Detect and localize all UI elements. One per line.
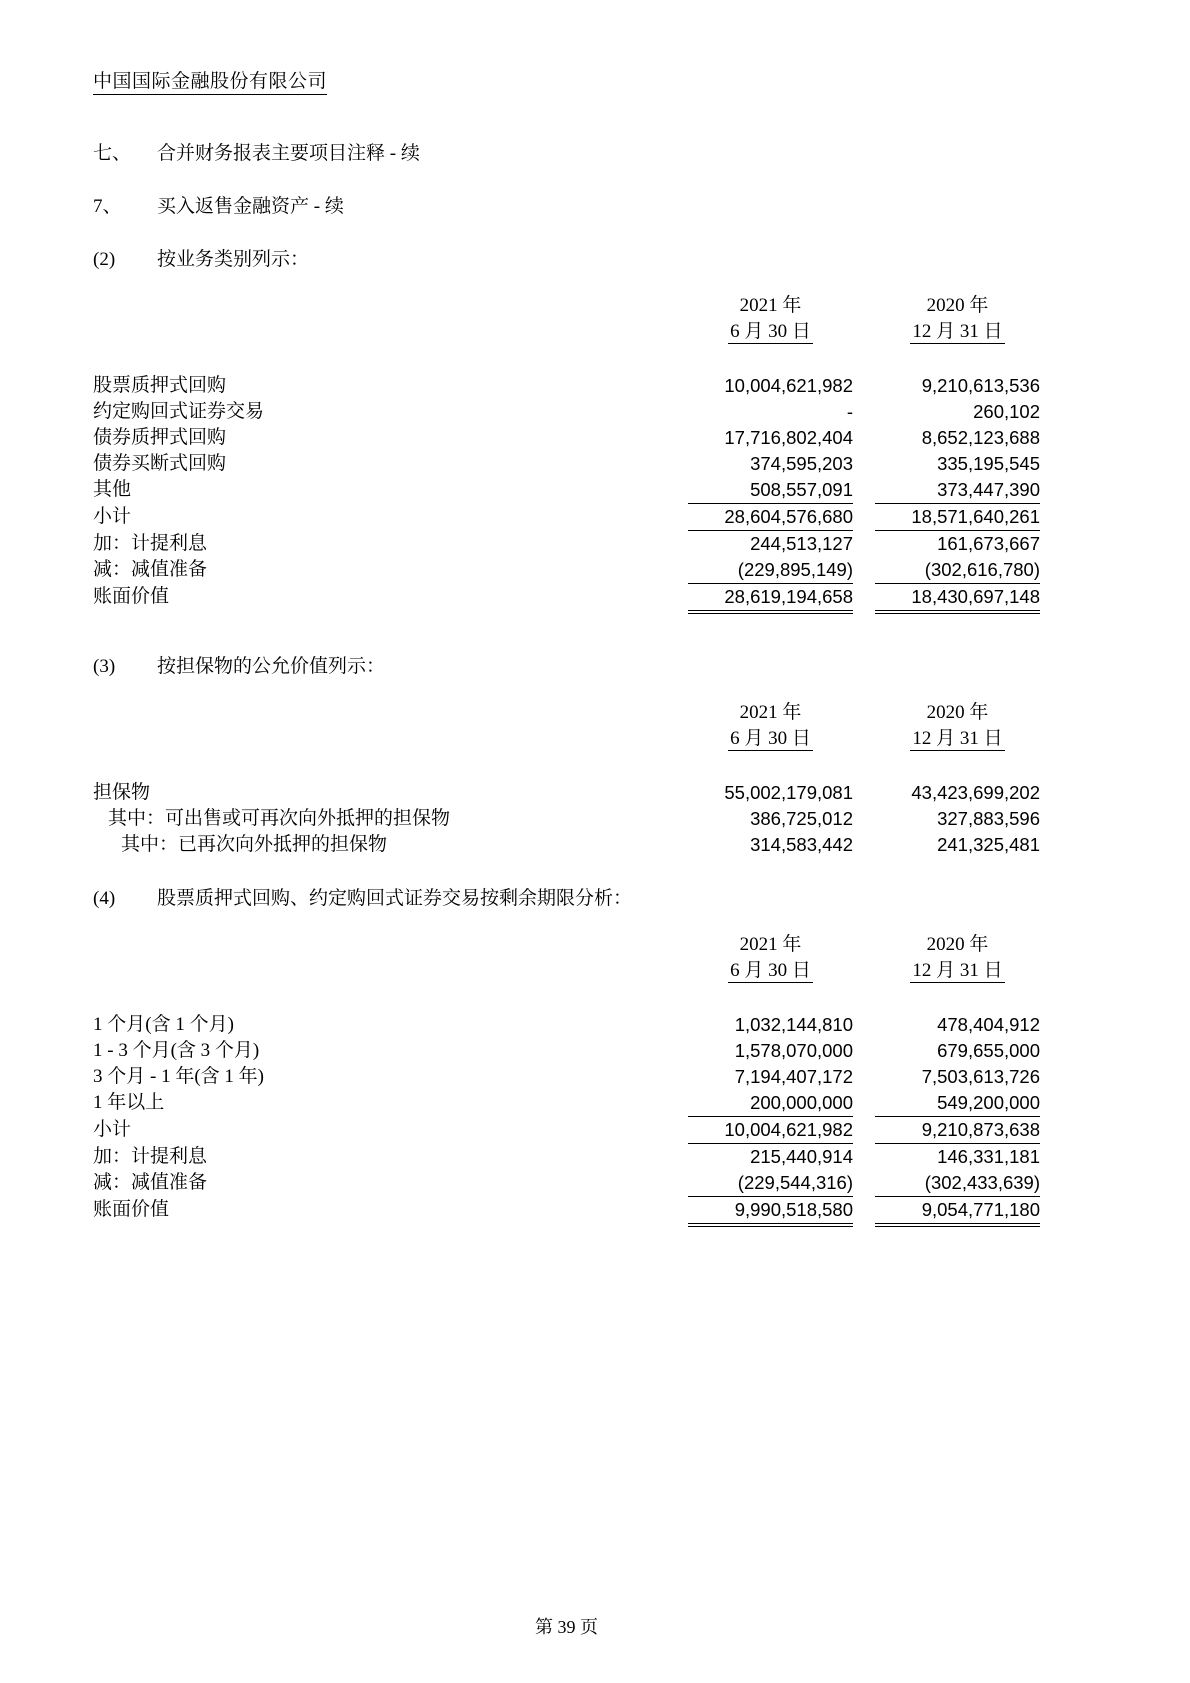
company-name: 中国国际金融股份有限公司 [93, 66, 327, 95]
row-gap [853, 557, 875, 584]
row-value-2021-06-30: 314,583,442 [750, 834, 853, 855]
row-label: 加：计提利息 [93, 1146, 208, 1167]
table-row [93, 1197, 1040, 1227]
row-gap [853, 1090, 875, 1117]
column-2020-year-label: 2020 年 [926, 702, 989, 723]
row-value-2020-12-31: 335,195,545 [937, 453, 1040, 474]
row-value-2020-12-31: 679,655,000 [937, 1040, 1040, 1061]
column-2020-date-label-wrap [875, 958, 1040, 984]
row-value-2020-12-31: 9,054,771,180 [875, 1197, 1040, 1227]
row-value-2021-06-30: (229,895,149) [688, 557, 853, 584]
table-column-headers [93, 932, 1040, 984]
table-column-headers [93, 700, 1040, 752]
row-value-2021-06-30: (229,544,316) [688, 1170, 853, 1197]
row-gap [853, 373, 875, 399]
row-label: 股票质押式回购 [93, 375, 227, 396]
column-gap [853, 700, 875, 752]
row-gap [853, 504, 875, 531]
row-value-2021-06-30: 55,002,179,081 [724, 782, 853, 803]
row-value-2021-06-30: 10,004,621,982 [724, 375, 853, 396]
row-value-2020-12-31: (302,616,780) [875, 557, 1040, 584]
column-2020-header [875, 293, 1040, 345]
row-value-2020-12-31: (302,433,639) [875, 1170, 1040, 1197]
row-gap [853, 1170, 875, 1197]
row-value-2021-06-30: 374,595,203 [750, 453, 853, 474]
row-gap [853, 832, 875, 858]
company-name-line [93, 66, 1040, 95]
row-label: 加：计提利息 [93, 533, 208, 554]
column-2020-date-label: 12 月 31 日 [912, 960, 1003, 981]
table-row [93, 1012, 1040, 1038]
row-gap [853, 1038, 875, 1064]
row-label: 债券质押式回购 [93, 427, 227, 448]
row-value-2020-12-31: 161,673,667 [937, 533, 1040, 554]
section-heading [93, 654, 1040, 680]
section-by-collateral-fair-value [93, 654, 1040, 858]
row-value-2021-06-30: 386,725,012 [750, 808, 853, 829]
row-value-2021-06-30: 17,716,802,404 [724, 427, 853, 448]
row-gap [853, 451, 875, 477]
subsection-heading [93, 194, 1040, 220]
subsection-title: 买入返售金融资产 - 续 [157, 196, 344, 217]
table-column-headers [93, 293, 1040, 345]
column-2020-header [875, 932, 1040, 984]
table-row [93, 373, 1040, 399]
table-row [93, 425, 1040, 451]
row-label: 减：减值准备 [93, 559, 208, 580]
column-2021-date-label-wrap [688, 958, 853, 984]
column-gap [853, 932, 875, 984]
table-row [93, 451, 1040, 477]
row-value-2021-06-30: 28,604,576,680 [688, 504, 853, 531]
row-gap [853, 780, 875, 806]
row-label: 3 个月 - 1 年(含 1 年) [93, 1066, 264, 1087]
table-row [93, 584, 1040, 614]
row-value-2021-06-30: 7,194,407,172 [734, 1066, 853, 1087]
section-by-business-type [93, 247, 1040, 614]
row-label: 1 个月(含 1 个月) [93, 1014, 234, 1035]
row-value-2021-06-30: 28,619,194,658 [688, 584, 853, 614]
row-label: 其他 [93, 479, 132, 500]
section-title: 股票质押式回购、约定购回式证券交易按剩余期限分析： [157, 888, 633, 909]
business-type-table [93, 293, 1040, 614]
row-value-2020-12-31: 373,447,390 [875, 477, 1040, 504]
row-label: 其中：已再次向外抵押的担保物 [121, 834, 388, 855]
table-row [93, 832, 1040, 858]
table-row [93, 531, 1040, 557]
table-row [93, 780, 1040, 806]
row-value-2021-06-30: 10,004,621,982 [688, 1117, 853, 1144]
row-label: 债券买断式回购 [93, 453, 227, 474]
row-value-2021-06-30: 1,578,070,000 [734, 1040, 853, 1061]
column-2020-year-label: 2020 年 [926, 934, 989, 955]
main-section-number: 七、 [93, 143, 132, 164]
column-2020-date-label: 12 月 31 日 [912, 321, 1003, 342]
row-value-2020-12-31: 241,325,481 [937, 834, 1040, 855]
column-2021-date-label: 6 月 30 日 [730, 728, 811, 749]
column-2021-date-label: 6 月 30 日 [730, 960, 811, 981]
column-2021-date-label: 6 月 30 日 [730, 321, 811, 342]
row-value-2021-06-30: 508,557,091 [688, 477, 853, 504]
column-2020-date-label-wrap [875, 726, 1040, 752]
row-value-2021-06-30: 215,440,914 [750, 1146, 853, 1167]
row-gap [853, 806, 875, 832]
row-label: 小计 [93, 1119, 132, 1140]
section-title: 按业务类别列示： [157, 249, 310, 270]
subsection-number: 7、 [93, 196, 122, 217]
row-value-2021-06-30: - [846, 401, 853, 422]
section-heading [93, 247, 1040, 273]
table-row [93, 1117, 1040, 1144]
table-row [93, 477, 1040, 504]
column-2020-date-label: 12 月 31 日 [912, 728, 1003, 749]
column-2020-date-label-wrap [875, 319, 1040, 345]
row-value-2021-06-30: 9,990,518,580 [688, 1197, 853, 1227]
row-gap [853, 399, 875, 425]
row-gap [853, 425, 875, 451]
table-row [93, 1170, 1040, 1197]
main-section-title: 合并财务报表主要项目注释 - 续 [157, 143, 420, 164]
table-row [93, 806, 1040, 832]
row-label: 账面价值 [93, 1199, 170, 1220]
section-by-remaining-maturity [93, 886, 1040, 1227]
row-value-2021-06-30: 1,032,144,810 [734, 1014, 853, 1035]
row-value-2021-06-30: 200,000,000 [688, 1090, 853, 1117]
row-label: 账面价值 [93, 586, 170, 607]
row-value-2020-12-31: 327,883,596 [937, 808, 1040, 829]
row-label: 其中：可出售或可再次向外抵押的担保物 [108, 808, 451, 829]
section-number: (4) [93, 888, 116, 909]
row-value-2020-12-31: 9,210,613,536 [921, 375, 1040, 396]
column-2021-date-label-wrap [688, 726, 853, 752]
collateral-table [93, 700, 1040, 858]
row-label: 减：减值准备 [93, 1172, 208, 1193]
row-value-2020-12-31: 7,503,613,726 [921, 1066, 1040, 1087]
row-label: 约定购回式证券交易 [93, 401, 265, 422]
table-row [93, 504, 1040, 531]
row-value-2020-12-31: 9,210,873,638 [875, 1117, 1040, 1144]
row-value-2020-12-31: 18,430,697,148 [875, 584, 1040, 614]
row-gap [853, 531, 875, 557]
column-gap [853, 293, 875, 345]
row-value-2020-12-31: 478,404,912 [937, 1014, 1040, 1035]
column-2021-date-label-wrap [688, 319, 853, 345]
row-gap [853, 477, 875, 504]
row-value-2020-12-31: 260,102 [973, 401, 1040, 422]
section-title: 按担保物的公允价值列示： [157, 656, 386, 677]
table-row [93, 1064, 1040, 1090]
table-row [93, 1090, 1040, 1117]
row-label: 1 - 3 个月(含 3 个月) [93, 1040, 260, 1061]
column-2020-header [875, 700, 1040, 752]
row-value-2020-12-31: 549,200,000 [875, 1090, 1040, 1117]
table-row [93, 399, 1040, 425]
column-2021-year-label: 2021 年 [739, 295, 802, 316]
row-label: 1 年以上 [93, 1092, 165, 1113]
row-gap [853, 1117, 875, 1144]
table-row [93, 557, 1040, 584]
column-2021-header [688, 700, 853, 752]
row-gap [853, 1012, 875, 1038]
column-2021-header [688, 932, 853, 984]
table-row [93, 1144, 1040, 1170]
section-number: (2) [93, 249, 116, 270]
row-value-2021-06-30: 244,513,127 [750, 533, 853, 554]
column-2021-header [688, 293, 853, 345]
row-value-2020-12-31: 146,331,181 [937, 1146, 1040, 1167]
row-gap [853, 1197, 875, 1227]
row-gap [853, 584, 875, 614]
column-2021-year-label: 2021 年 [739, 934, 802, 955]
maturity-table [93, 932, 1040, 1227]
row-label: 担保物 [93, 782, 151, 803]
section-number: (3) [93, 656, 116, 677]
row-gap [853, 1144, 875, 1170]
row-value-2020-12-31: 8,652,123,688 [921, 427, 1040, 448]
row-value-2020-12-31: 18,571,640,261 [875, 504, 1040, 531]
row-value-2020-12-31: 43,423,699,202 [911, 782, 1040, 803]
row-gap [853, 1064, 875, 1090]
row-label: 小计 [93, 506, 132, 527]
column-2021-year-label: 2021 年 [739, 702, 802, 723]
page-number: 第 39 页 [535, 1617, 598, 1637]
table-row [93, 1038, 1040, 1064]
main-section-heading [93, 141, 1040, 167]
column-2020-year-label: 2020 年 [926, 295, 989, 316]
section-heading [93, 886, 1040, 912]
